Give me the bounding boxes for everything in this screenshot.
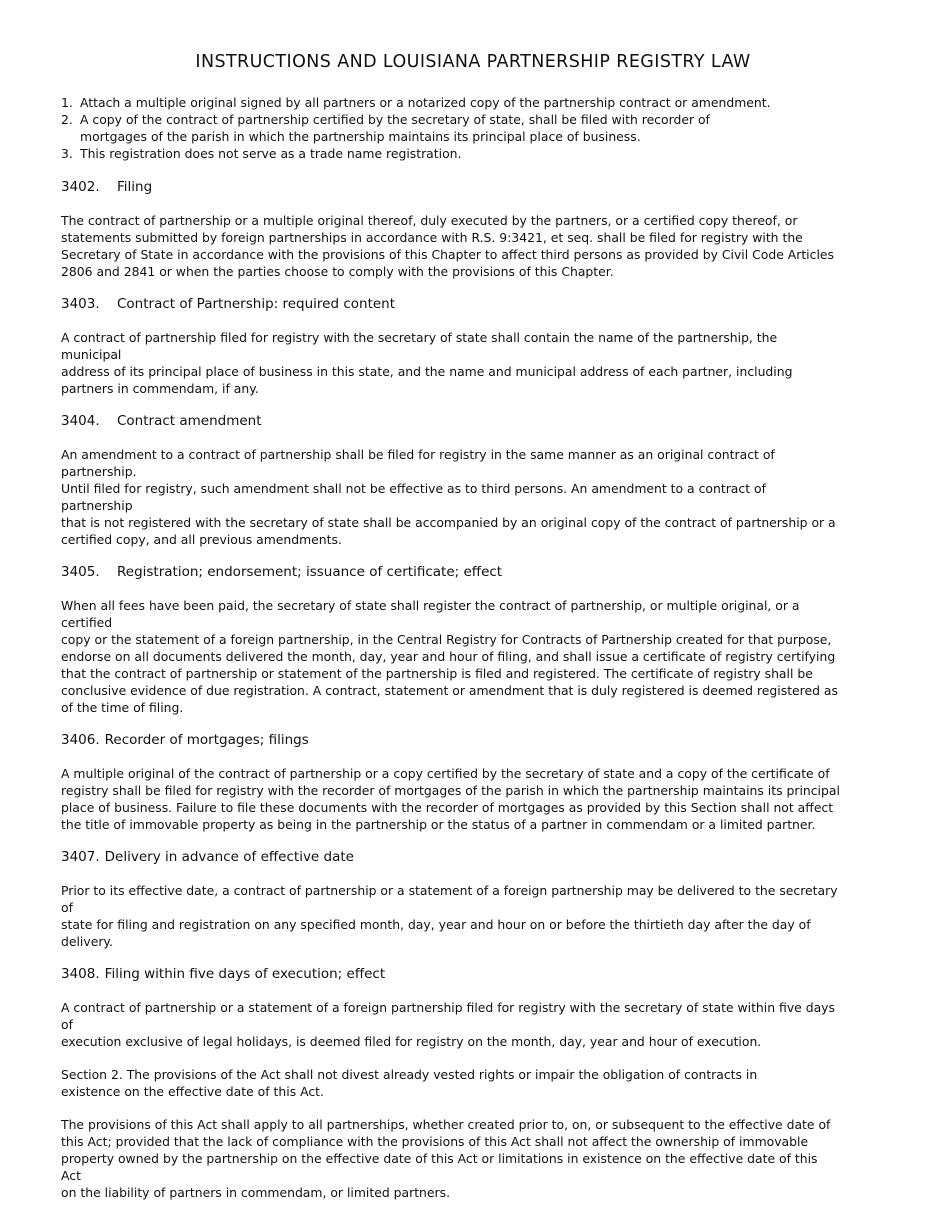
body-line: The provisions of this Act shall apply to all partnerships, whether created prior to, on, or subsequent to the effective date of [61, 1117, 831, 1132]
section-body-3405 [61, 597, 841, 716]
instructions-list [61, 94, 841, 162]
body-line: Until filed for registry, such amendment shall not be effective as to third persons. An amendment to a contract of partnership [61, 481, 766, 513]
body-line: of the time of filing. [61, 700, 184, 715]
body-line: endorse on all documents delivered the month, day, year and hour of filing, and shall issue a certificate of registry certifying [61, 649, 836, 664]
document-title: INSTRUCTIONS AND LOUISIANA PARTNERSHIP REGISTRY LAW [195, 52, 751, 72]
list-item [61, 111, 841, 145]
body-line: Section 2. The provisions of the Act shall not divest already vested rights or impair the obligation of contracts in [61, 1067, 758, 1082]
list-number: 3. [61, 146, 73, 161]
body-line: Secretary of State in accordance with the provisions of this Chapter to affect third persons as provided by Civil Code Articles [61, 247, 834, 262]
body-line: the title of immovable property as being in the partnership or the status of a partner in commendam or a limited partner. [61, 817, 816, 832]
list-item [61, 94, 841, 111]
section-title: Registration; endorsement; issuance of certificate; effect [117, 564, 503, 580]
body-line: An amendment to a contract of partnership shall be filed for registry in the same manner as an original contract of partnership. [61, 447, 775, 479]
section-body-3403 [61, 329, 841, 397]
document-page [61, 52, 841, 1217]
section-number: 3408. [61, 966, 100, 982]
body-line: address of its principal place of business in this state, and the name and municipal address of each partner, including [61, 364, 793, 379]
body-line: A contract of partnership or a statement of a foreign partnership filed for registry with the secretary of state within five days of [61, 1000, 835, 1032]
section-number: 3406. [61, 732, 100, 748]
body-line: 2806 and 2841 or when the parties choose to comply with the provisions of this Chapter. [61, 264, 614, 279]
body-line: existence on the effective date of this Act. [61, 1084, 324, 1099]
section-number: 3405. [61, 564, 100, 580]
section-body-3402 [61, 212, 841, 280]
section-title: Filing [117, 179, 153, 195]
section-heading-3402 [61, 179, 841, 196]
body-line: certified copy, and all previous amendments. [61, 532, 342, 547]
closing-paragraph [61, 1116, 841, 1201]
section-heading-3408 [61, 966, 841, 983]
body-line: place of business. Failure to file these documents with the recorder of mortgages as provided by this Section shall not affect [61, 800, 834, 815]
body-line: on the liability of partners in commendam, or limited partners. [61, 1185, 451, 1200]
section-title: Filing within five days of execution; effect [104, 966, 386, 982]
section-body-3407 [61, 882, 841, 950]
body-line: state for filing and registration on any specified month, day, year and hour on or before the thirtieth day after the day of [61, 917, 811, 932]
body-line: A multiple original of the contract of partnership or a copy certified by the secretary of state and a copy of the certificate of [61, 766, 830, 781]
list-text: Attach a multiple original signed by all partners or a notarized copy of the partnership contract or amendment. [80, 95, 771, 110]
list-text: A copy of the contract of partnership certified by the secretary of state, shall be filed with recorder of mortgages of the parish in which the partnership maintains its principal place of business. [80, 112, 710, 144]
body-line: delivery. [61, 934, 113, 949]
list-number: 1. [61, 95, 73, 110]
body-line: partners in commendam, if any. [61, 381, 259, 396]
body-line: that is not registered with the secretary of state shall be accompanied by an original copy of the contract of partnership or a [61, 515, 836, 530]
section-heading-3404 [61, 413, 841, 430]
body-line: statements submitted by foreign partnerships in accordance with R.S. 9:3421, et seq. shall be filed for registry with the [61, 230, 803, 245]
section-body-3404 [61, 446, 841, 548]
body-line: Prior to its effective date, a contract of partnership or a statement of a foreign partnership may be delivered to the secretary of [61, 883, 838, 915]
list-number: 2. [61, 112, 73, 127]
closing-container [61, 1066, 841, 1201]
section-number: 3404. [61, 413, 100, 429]
section-heading-3406 [61, 732, 841, 749]
section-number: 3402. [61, 179, 100, 195]
body-line: conclusive evidence of due registration. A contract, statement or amendment that is duly registered is deemed registered as [61, 683, 838, 698]
body-line: The contract of partnership or a multiple original thereof, duly executed by the partners, or a certified copy thereof, or [61, 213, 798, 228]
body-line: registry shall be filed for registry with the recorder of mortgages of the parish in which the partnership maintains its principal [61, 783, 840, 798]
section-heading-3407 [61, 849, 841, 866]
list-text: This registration does not serve as a trade name registration. [80, 146, 462, 161]
sections-container [61, 179, 841, 1050]
section-title: Delivery in advance of effective date [104, 849, 354, 865]
body-line: that the contract of partnership or statement of the partnership is filed and registered. The certificate of registry shall be [61, 666, 813, 681]
section-body-3408 [61, 999, 841, 1050]
closing-paragraph [61, 1066, 841, 1100]
list-item [61, 145, 841, 162]
section-body-3406 [61, 765, 841, 833]
section-heading-3403 [61, 296, 841, 313]
body-line: When all fees have been paid, the secretary of state shall register the contract of partnership, or multiple original, or a certified [61, 598, 800, 630]
body-line: copy or the statement of a foreign partnership, in the Central Registry for Contracts of Partnership created for that purpose, [61, 632, 832, 647]
body-line: execution exclusive of legal holidays, is deemed filed for registry on the month, day, year and hour of execution. [61, 1034, 762, 1049]
section-number: 3407. [61, 849, 100, 865]
section-title: Recorder of mortgages; filings [104, 732, 309, 748]
body-line: this Act; provided that the lack of compliance with the provisions of this Act shall not affect the ownership of immovable [61, 1134, 809, 1149]
section-number: 3403. [61, 296, 100, 312]
section-title: Contract of Partnership: required content [117, 296, 396, 312]
body-line: property owned by the partnership on the effective date of this Act or limitations in existence on the effective date of this Act [61, 1151, 818, 1183]
section-heading-3405 [61, 564, 841, 581]
body-line: A contract of partnership filed for registry with the secretary of state shall contain the name of the partnership, the municipal [61, 330, 778, 362]
section-title: Contract amendment [117, 413, 262, 429]
